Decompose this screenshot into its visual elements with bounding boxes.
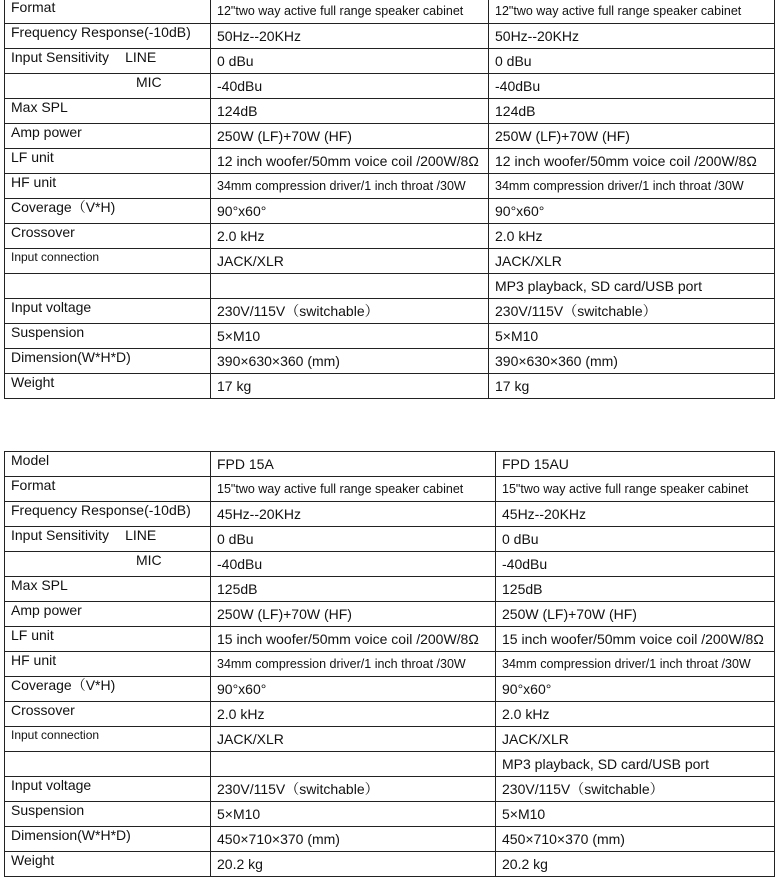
spec-table-2-body [5, 452, 775, 877]
spec-row [5, 249, 775, 274]
spec-value-a: -40dBu [211, 74, 489, 99]
spec-value-b: 15"two way active full range speaker cabinet [496, 477, 775, 502]
spec-value-b: 230V/115V（switchable） [489, 299, 775, 324]
spec-row [5, 477, 775, 502]
spec-label: Crossover [11, 702, 75, 718]
spec-label-cell [5, 852, 211, 877]
spec-label: Format [11, 0, 56, 15]
spec-value-b: JACK/XLR [489, 249, 775, 274]
spec-value-a: 17 kg [211, 374, 489, 399]
spec-row [5, 224, 775, 249]
spec-value-b: 34mm compression driver/1 inch throat /30W [496, 652, 775, 677]
spec-label: Coverage（V*H) [11, 199, 116, 215]
spec-row [5, 752, 775, 777]
spec-label: Input Sensitivity [11, 527, 110, 543]
spec-value-b: 17 kg [489, 374, 775, 399]
spec-label: Input voltage [11, 299, 92, 315]
spec-label-cell [5, 249, 211, 274]
spec-label: Crossover [11, 224, 75, 240]
spec-value-a: 50Hz--20KHz [211, 24, 489, 49]
spec-label-cell [5, 74, 211, 99]
spec-row [5, 827, 775, 852]
spec-value-a: 230V/115V（switchable） [211, 777, 496, 802]
spec-label: Coverage（V*H) [11, 677, 116, 693]
spec-label-cell [5, 374, 211, 399]
spec-row [5, 149, 775, 174]
spec-value-b: 45Hz--20KHz [496, 502, 775, 527]
spec-label-cell [5, 99, 211, 124]
spec-label-cell [5, 477, 211, 502]
spec-value-a: 2.0 kHz [211, 224, 489, 249]
spec-label-cell [5, 752, 211, 777]
spec-label-cell [5, 299, 211, 324]
spec-row [5, 452, 775, 477]
spec-table-1-body [5, 0, 775, 399]
spec-value-b: 12 inch woofer/50mm voice coil /200W/8Ω [489, 149, 775, 174]
spec-sublabel: LINE [125, 527, 157, 543]
spec-value-a: 12"two way active full range speaker cabinet [211, 0, 489, 24]
spec-value-a: 34mm compression driver/1 inch throat /30W [211, 652, 496, 677]
spec-value-b: -40dBu [496, 552, 775, 577]
spec-value-b: 230V/115V（switchable） [496, 777, 775, 802]
spec-row [5, 602, 775, 627]
spec-table-1 [4, 0, 775, 399]
spec-value-a: 90°x60° [211, 199, 489, 224]
spec-label-cell [5, 24, 211, 49]
spec-label-cell [5, 577, 211, 602]
spec-label-cell [5, 502, 211, 527]
spec-value-a: 390×630×360 (mm) [211, 349, 489, 374]
spec-value-b: 390×630×360 (mm) [489, 349, 775, 374]
spec-label-cell [5, 149, 211, 174]
spec-value-a: 2.0 kHz [211, 702, 496, 727]
spec-label-cell [5, 527, 211, 552]
spec-row [5, 652, 775, 677]
spec-value-a: JACK/XLR [211, 249, 489, 274]
spec-value-a: 250W (LF)+70W (HF) [211, 124, 489, 149]
spec-table-2 [4, 451, 775, 877]
spec-label-cell [5, 274, 211, 299]
spec-label: Dimension(W*H*D) [11, 349, 131, 365]
spec-row [5, 777, 775, 802]
spec-row [5, 727, 775, 752]
spec-label-cell [5, 174, 211, 199]
spec-label: Frequency Response(-10dB) [11, 24, 191, 40]
spec-value-a: 15"two way active full range speaker cabinet [211, 477, 496, 502]
spec-value-b: -40dBu [489, 74, 775, 99]
spec-row [5, 374, 775, 399]
spec-label-cell [5, 827, 211, 852]
spec-value-a: 230V/115V（switchable） [211, 299, 489, 324]
spec-value-b: 34mm compression driver/1 inch throat /30W [489, 174, 775, 199]
spec-sublabel: LINE [125, 49, 157, 65]
spec-label-cell [5, 324, 211, 349]
spec-label: Weight [11, 852, 55, 868]
spec-value-b: 0 dBu [496, 527, 775, 552]
spec-value-b: 2.0 kHz [496, 702, 775, 727]
spec-label-cell [5, 0, 211, 24]
spec-label-cell [5, 124, 211, 149]
spec-value-a: -40dBu [211, 552, 496, 577]
spec-label: Model [11, 452, 50, 468]
spec-label-cell [5, 727, 211, 752]
spec-label-cell [5, 677, 211, 702]
spec-value-a: 5×M10 [211, 324, 489, 349]
spec-label: Max SPL [11, 577, 68, 593]
spec-value-b: FPD 15AU [496, 452, 775, 477]
spec-row [5, 702, 775, 727]
spec-label-cell [5, 349, 211, 374]
spec-sublabel: MIC [136, 552, 162, 568]
spec-value-b: 124dB [489, 99, 775, 124]
spec-row [5, 174, 775, 199]
spec-row [5, 552, 775, 577]
spec-row [5, 577, 775, 602]
spec-label: Frequency Response(-10dB) [11, 502, 191, 518]
spec-row [5, 502, 775, 527]
spec-label: HF unit [11, 174, 57, 190]
spec-row [5, 299, 775, 324]
spec-label: Suspension [11, 324, 85, 340]
spec-label-cell [5, 224, 211, 249]
spec-value-b: MP3 playback, SD card/USB port [496, 752, 775, 777]
spec-value-b: 5×M10 [496, 802, 775, 827]
spec-row [5, 349, 775, 374]
spec-value-a: 5×M10 [211, 802, 496, 827]
spec-label: Max SPL [11, 99, 68, 115]
spec-value-a: 45Hz--20KHz [211, 502, 496, 527]
spec-value-b: MP3 playback, SD card/USB port [489, 274, 775, 299]
spec-row [5, 677, 775, 702]
spec-value-b: 2.0 kHz [489, 224, 775, 249]
spec-label: Input connection [11, 250, 100, 264]
spec-value-b: 50Hz--20KHz [489, 24, 775, 49]
spec-row [5, 49, 775, 74]
spec-label-cell [5, 552, 211, 577]
spec-value-a: 250W (LF)+70W (HF) [211, 602, 496, 627]
spec-value-a: JACK/XLR [211, 727, 496, 752]
spec-value-a: FPD 15A [211, 452, 496, 477]
spec-row [5, 324, 775, 349]
spec-value-a: 124dB [211, 99, 489, 124]
spec-label-cell [5, 602, 211, 627]
spec-value-b: JACK/XLR [496, 727, 775, 752]
spec-label: HF unit [11, 652, 57, 668]
spec-label-cell [5, 702, 211, 727]
spec-label: LF unit [11, 149, 54, 165]
spec-sublabel: MIC [136, 74, 162, 90]
spec-value-a [211, 752, 496, 777]
spec-row [5, 199, 775, 224]
spec-label-cell [5, 777, 211, 802]
spec-label: Input voltage [11, 777, 92, 793]
spec-label: Weight [11, 374, 55, 390]
spec-value-a: 125dB [211, 577, 496, 602]
spec-label-cell [5, 199, 211, 224]
spec-row [5, 274, 775, 299]
spec-value-b: 12"two way active full range speaker cabinet [489, 0, 775, 24]
spec-value-a: 20.2 kg [211, 852, 496, 877]
spec-value-b: 20.2 kg [496, 852, 775, 877]
spec-label: Input Sensitivity [11, 49, 110, 65]
spec-label: Input connection [11, 728, 100, 742]
spec-value-b: 15 inch woofer/50mm voice coil /200W/8Ω [496, 627, 775, 652]
spec-value-b: 5×M10 [489, 324, 775, 349]
spec-label-cell [5, 627, 211, 652]
spec-row [5, 124, 775, 149]
spec-row [5, 527, 775, 552]
spec-value-b: 125dB [496, 577, 775, 602]
spec-value-b: 90°x60° [496, 677, 775, 702]
spec-label: LF unit [11, 627, 54, 643]
spec-value-a: 34mm compression driver/1 inch throat /30W [211, 174, 489, 199]
spec-value-a: 450×710×370 (mm) [211, 827, 496, 852]
spec-label-cell [5, 49, 211, 74]
spec-row [5, 802, 775, 827]
spec-value-b: 250W (LF)+70W (HF) [496, 602, 775, 627]
spec-value-b: 250W (LF)+70W (HF) [489, 124, 775, 149]
spec-value-a: 90°x60° [211, 677, 496, 702]
spec-row [5, 852, 775, 877]
spec-label: Amp power [11, 124, 82, 140]
spec-value-a: 12 inch woofer/50mm voice coil /200W/8Ω [211, 149, 489, 174]
spec-value-a [211, 274, 489, 299]
spec-row [5, 99, 775, 124]
spec-label: Format [11, 477, 56, 493]
spec-row [5, 74, 775, 99]
spec-value-b: 0 dBu [489, 49, 775, 74]
spec-value-a: 0 dBu [211, 49, 489, 74]
spec-label-cell [5, 452, 211, 477]
spec-row [5, 627, 775, 652]
spec-value-b: 450×710×370 (mm) [496, 827, 775, 852]
spec-label-cell [5, 802, 211, 827]
spec-label-cell [5, 652, 211, 677]
spec-label: Dimension(W*H*D) [11, 827, 131, 843]
spec-row [5, 24, 775, 49]
spec-value-a: 0 dBu [211, 527, 496, 552]
spec-row [5, 0, 775, 24]
spec-value-b: 90°x60° [489, 199, 775, 224]
spec-label: Suspension [11, 802, 85, 818]
spec-label: Amp power [11, 602, 82, 618]
spec-value-a: 15 inch woofer/50mm voice coil /200W/8Ω [211, 627, 496, 652]
